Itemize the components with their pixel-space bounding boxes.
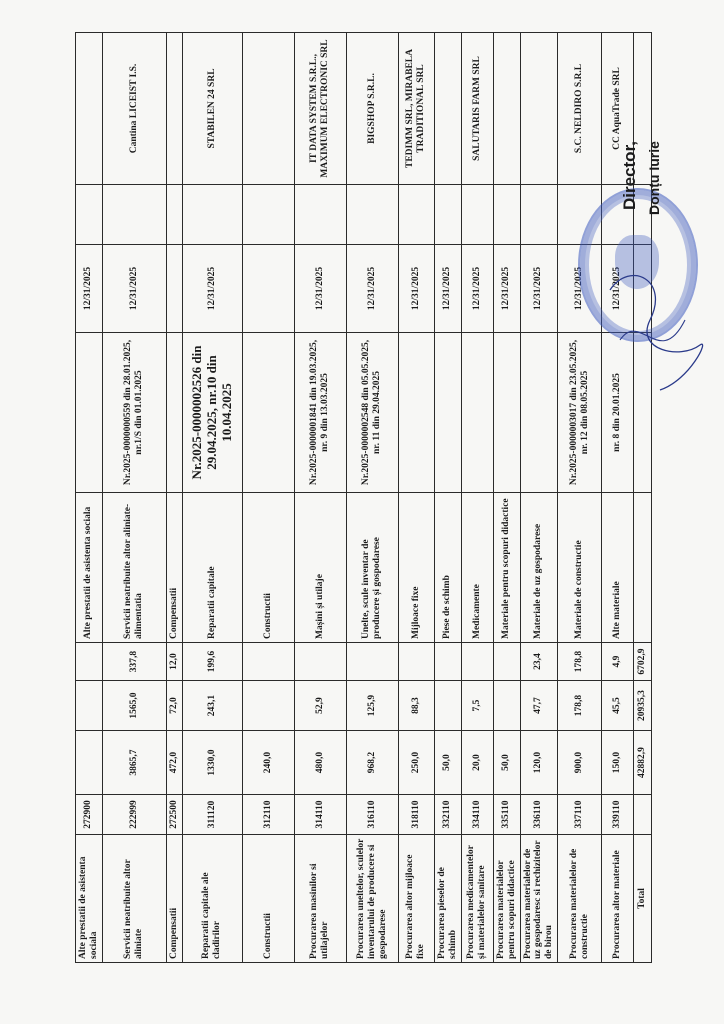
table-cell-g: Nr.2025-0000003017 din 23.05.2025, nr. 12 din 08.05.2025	[558, 333, 602, 493]
table-cell-j: BIGSHOP S.R.L.	[346, 33, 398, 185]
table-cell-g	[493, 333, 520, 493]
table-cell-e	[434, 643, 461, 681]
table-cell-b: 311120	[182, 795, 242, 835]
table-cell-j: Cantina LICEIST I.S.	[102, 33, 166, 185]
table-cell-d	[242, 681, 294, 731]
table-cell-h: 12/31/2025	[398, 245, 434, 333]
table-cell-c: 1330,0	[182, 731, 242, 795]
table-cell-b: 272900	[76, 795, 103, 835]
table-cell-f: Alte materiale	[602, 493, 634, 643]
table-cell-h: 12/31/2025	[602, 245, 634, 333]
table-row	[434, 33, 461, 963]
table-cell-h: 12/31/2025	[461, 245, 493, 333]
table-cell-a: Reparatii capitale ale cladirilor	[182, 835, 242, 963]
table-cell-f: Compensatii	[166, 493, 182, 643]
table-cell-a: Servicii neatribuite altor aliniate	[102, 835, 166, 963]
table-row	[294, 33, 346, 963]
table-cell-h: 12/31/2025	[76, 245, 103, 333]
table-cell-i	[294, 185, 346, 245]
table-cell-e	[493, 643, 520, 681]
table-cell-e	[346, 643, 398, 681]
table-cell-f: Mașini și utilaje	[294, 493, 346, 643]
table-cell-h: 12/31/2025	[346, 245, 398, 333]
table-row	[461, 33, 493, 963]
table-cell-f	[634, 493, 652, 643]
table-cell-d: 1565,0	[102, 681, 166, 731]
table-cell-i	[346, 185, 398, 245]
table-cell-e: 12,0	[166, 643, 182, 681]
budget-table	[75, 32, 652, 963]
table-cell-c: 240,0	[242, 731, 294, 795]
table-cell-a: Total	[634, 835, 652, 963]
table-cell-i	[166, 185, 182, 245]
table-cell-d: 243,1	[182, 681, 242, 731]
table-cell-f: Mijloace fixe	[398, 493, 434, 643]
table-cell-b: 316110	[346, 795, 398, 835]
table-cell-i	[182, 185, 242, 245]
table-row	[398, 33, 434, 963]
table-cell-h: 12/31/2025	[434, 245, 461, 333]
table-cell-d: 178,8	[558, 681, 602, 731]
table-cell-b: 335110	[493, 795, 520, 835]
table-cell-b: 339110	[602, 795, 634, 835]
table-cell-d: 52,9	[294, 681, 346, 731]
table-cell-c: 20,0	[461, 731, 493, 795]
table-cell-j: CC AquaTrade SRL	[602, 33, 634, 185]
table-cell-i	[461, 185, 493, 245]
table-cell-b: 334110	[461, 795, 493, 835]
table-cell-f: Servicii neatribuite altor aliniate-alimentatia	[102, 493, 166, 643]
table-cell-g	[461, 333, 493, 493]
table-cell-d: 45,5	[602, 681, 634, 731]
table-cell-b: 222999	[102, 795, 166, 835]
table-cell-i	[434, 185, 461, 245]
table-cell-a: Procurarea masinilor si utilajelor	[294, 835, 346, 963]
table-cell-a: Procurarea altor materiale	[602, 835, 634, 963]
table-cell-j	[434, 33, 461, 185]
table-cell-f: Materiale pentru scopuri didactice	[493, 493, 520, 643]
table-cell-c: 472,0	[166, 731, 182, 795]
table-cell-a: Procurarea uneltelor, sculelor inventarului de producere si gospodarese	[346, 835, 398, 963]
table-row	[346, 33, 398, 963]
table-cell-j: SALUTARIS FARM SRL	[461, 33, 493, 185]
table-cell-h: 12/31/2025	[493, 245, 520, 333]
table-cell-h	[242, 245, 294, 333]
table-cell-h: 12/31/2025	[520, 245, 558, 333]
table-cell-b: 318110	[398, 795, 434, 835]
table-cell-d: 125,9	[346, 681, 398, 731]
table-cell-i	[493, 185, 520, 245]
table-cell-e	[294, 643, 346, 681]
table-cell-i	[398, 185, 434, 245]
table-cell-d	[434, 681, 461, 731]
table-cell-f: Materiale de uz gospodarese	[520, 493, 558, 643]
table-cell-f: Materiale de constructie	[558, 493, 602, 643]
table-cell-j	[76, 33, 103, 185]
table-cell-f: Reparatii capitale	[182, 493, 242, 643]
table-cell-c: 900,0	[558, 731, 602, 795]
table-cell-c: 250,0	[398, 731, 434, 795]
table-cell-c: 968,2	[346, 731, 398, 795]
table-cell-f: Constructii	[242, 493, 294, 643]
table-cell-j: TEDIMM SRL, MIRABELA TRADITIONAL SRL	[398, 33, 434, 185]
table-cell-c: 120,0	[520, 731, 558, 795]
table-cell-h: 12/31/2025	[182, 245, 242, 333]
table-cell-j	[520, 33, 558, 185]
table-cell-e	[242, 643, 294, 681]
table-cell-i	[520, 185, 558, 245]
table-row	[182, 33, 242, 963]
table-cell-b	[634, 795, 652, 835]
table-cell-d	[493, 681, 520, 731]
table-cell-g	[398, 333, 434, 493]
table-cell-d: 72,0	[166, 681, 182, 731]
table-cell-e: 199,6	[182, 643, 242, 681]
table-cell-g	[242, 333, 294, 493]
table-cell-g: nr. 8 din 20.01.2025	[602, 333, 634, 493]
table-cell-f: Medicamente	[461, 493, 493, 643]
table-cell-j: S.C. NELDIRO S.R.L	[558, 33, 602, 185]
table-cell-c: 50,0	[493, 731, 520, 795]
table-cell-e: 6702,9	[634, 643, 652, 681]
table-cell-a: Procurarea materialelor de constructie	[558, 835, 602, 963]
table-cell-i	[102, 185, 166, 245]
table-cell-e	[398, 643, 434, 681]
table-row	[76, 33, 103, 963]
table-cell-a: Compensatii	[166, 835, 182, 963]
table-cell-e: 4,9	[602, 643, 634, 681]
table-cell-d: 20935,3	[634, 681, 652, 731]
table-cell-b: 314110	[294, 795, 346, 835]
table-cell-e	[76, 643, 103, 681]
table-cell-b: 312110	[242, 795, 294, 835]
table-row	[493, 33, 520, 963]
table-cell-j	[242, 33, 294, 185]
table-cell-j	[493, 33, 520, 185]
table-cell-f: Piese de schimb	[434, 493, 461, 643]
table-cell-i	[242, 185, 294, 245]
table-cell-b: 332110	[434, 795, 461, 835]
table-cell-g: Nr.2025-0000002548 din 05.05.2025, nr. 11 din 29.04.2025	[346, 333, 398, 493]
signature-name: Donțu Iurie	[646, 141, 662, 215]
table-cell-b: 336110	[520, 795, 558, 835]
table-cell-h	[166, 245, 182, 333]
table-cell-h: 12/31/2025	[558, 245, 602, 333]
table-cell-d: 7,5	[461, 681, 493, 731]
table-cell-g: Nr.2025-0000000559 din 28.01.2025, nr.1/S din 01.01.2025	[102, 333, 166, 493]
table-cell-g	[520, 333, 558, 493]
table-cell-d	[76, 681, 103, 731]
table-cell-g	[434, 333, 461, 493]
table-cell-c: 150,0	[602, 731, 634, 795]
table-cell-g	[166, 333, 182, 493]
table-cell-a: Procurarea materialelor pentru scopuri didactice	[493, 835, 520, 963]
table-cell-a: Procurarea altor mijloace fixe	[398, 835, 434, 963]
table-cell-c: 3865,7	[102, 731, 166, 795]
table-cell-f: Unelte, scule inventar de producere și gospodarese	[346, 493, 398, 643]
table-cell-e	[461, 643, 493, 681]
table-cell-c: 42882,9	[634, 731, 652, 795]
table-cell-a: Procurarea pieselor de schimb	[434, 835, 461, 963]
table-row	[166, 33, 182, 963]
table-cell-a: Constructii	[242, 835, 294, 963]
table-cell-c: 480,0	[294, 731, 346, 795]
signature-title: Director,	[620, 141, 639, 210]
table-cell-g: Nr.2025-0000001841 din 19.03.2025, nr. 9 din 13.03.2025	[294, 333, 346, 493]
table-cell-a: Alte prestatii de asistenta sociala	[76, 835, 103, 963]
handwritten-signature	[590, 250, 720, 400]
table-cell-h: 12/31/2025	[294, 245, 346, 333]
table-cell-c	[76, 731, 103, 795]
table-cell-i	[76, 185, 103, 245]
table-row	[242, 33, 294, 963]
table-cell-b: 337110	[558, 795, 602, 835]
table-cell-j	[166, 33, 182, 185]
table-cell-b: 272500	[166, 795, 182, 835]
table-cell-d: 47,7	[520, 681, 558, 731]
table-cell-e: 337,8	[102, 643, 166, 681]
table-row	[520, 33, 558, 963]
table-cell-j: IT DATA SYSTEM S.R.L., MAXIMUM ELECTRONIC SRL	[294, 33, 346, 185]
table-cell-a: Procurarea medicamentelor și materialelor sanitare	[461, 835, 493, 963]
table-cell-c: 50,0	[434, 731, 461, 795]
table-cell-e: 23,4	[520, 643, 558, 681]
table-row	[102, 33, 166, 963]
table-cell-h: 12/31/2025	[102, 245, 166, 333]
table-row	[558, 33, 602, 963]
table-cell-a: Procurarea materialelor de uz gospodaresc si rechizitelor de birou	[520, 835, 558, 963]
table-cell-d: 88,3	[398, 681, 434, 731]
table-cell-g: Nr.2025-0000002526 din 29.04.2025, nr.10 din 10.04.2025	[182, 333, 242, 493]
table-cell-g	[76, 333, 103, 493]
table-cell-e: 178,8	[558, 643, 602, 681]
table-cell-f: Alte prestatii de asistenta sociala	[76, 493, 103, 643]
table-cell-j: STABILEN 24 SRL	[182, 33, 242, 185]
